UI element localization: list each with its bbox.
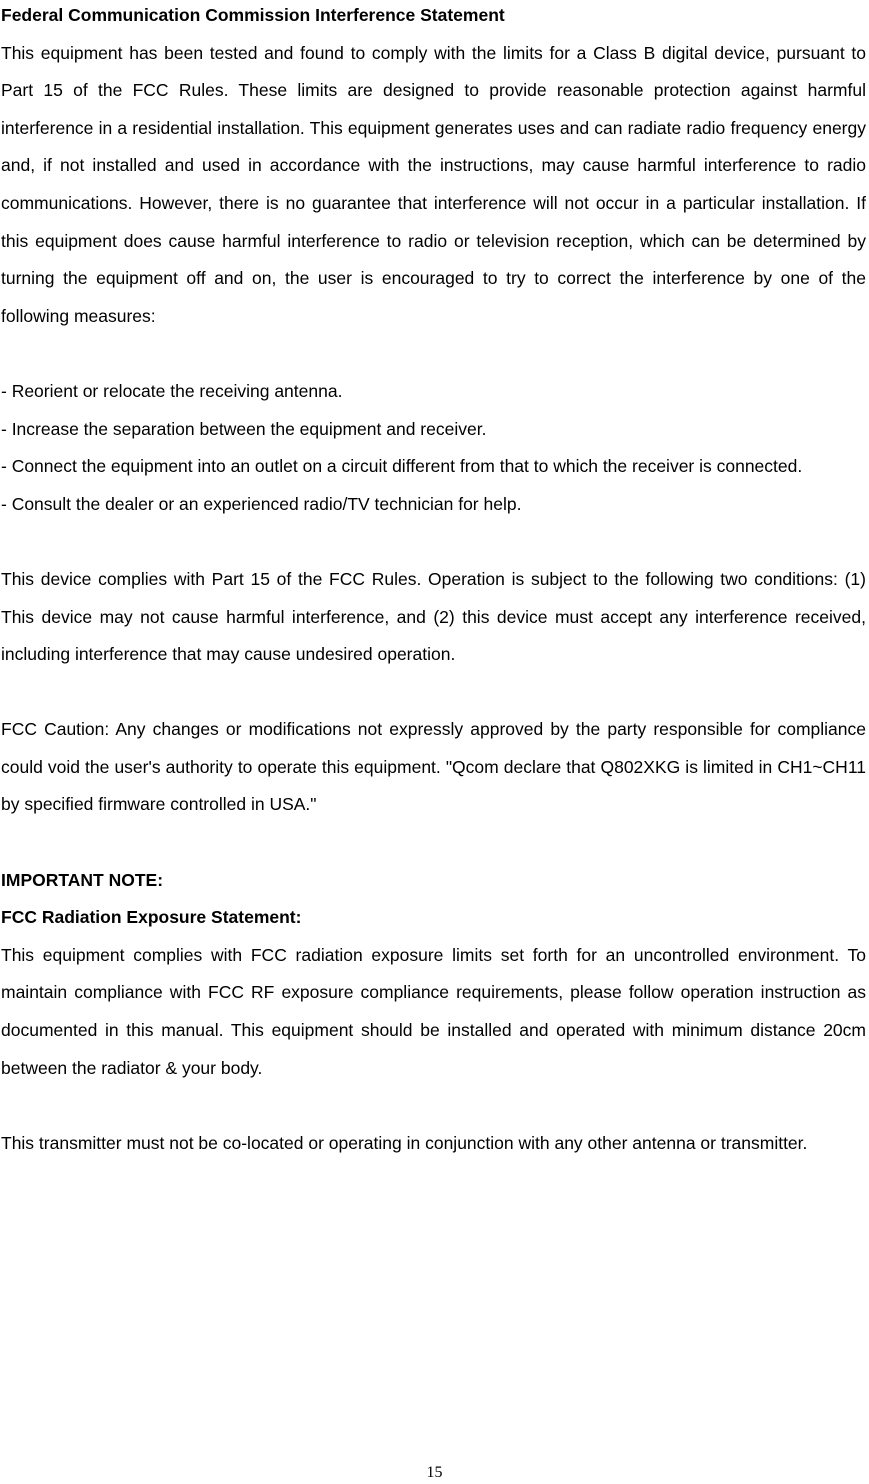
measure-item: - Reorient or relocate the receiving antenna. xyxy=(1,380,343,401)
document-body xyxy=(1,0,866,1162)
spacer xyxy=(1,523,866,561)
important-note-heading: IMPORTANT NOTE: xyxy=(1,869,164,890)
measure-item: - Consult the dealer or an experienced radio/TV technician for help. xyxy=(1,493,522,514)
part15-conditions-paragraph: This device complies with Part 15 of the FCC Rules. Operation is subject to the following two conditions: (1) This device may not cause harmful interference, and (2) this device must accept any interference received, including interference that may cause undesired operation. xyxy=(1,568,866,665)
fcc-caution-paragraph: FCC Caution: Any changes or modifications not expressly approved by the party responsible for compliance could void the user's authority to operate this equipment. "Qcom declare that Q802XKG is limited in CH1~CH11 by specified firmware controlled in USA." xyxy=(1,719,866,815)
spacer xyxy=(1,674,866,712)
colocation-paragraph: This transmitter must not be co-located or operating in conjunction with any other antenna or transmitter. xyxy=(1,1132,808,1153)
fcc-interference-heading: Federal Communication Commission Interference Statement xyxy=(1,5,505,25)
measure-item: - Increase the separation between the equipment and receiver. xyxy=(1,418,487,439)
spacer xyxy=(1,824,866,862)
spacer xyxy=(1,335,866,373)
radiation-exposure-paragraph: This equipment complies with FCC radiation exposure limits set forth for an uncontrolled environment. To maintain compliance with FCC RF exposure compliance requirements, please follow operation instruction as documented in this manual. This equipment should be installed and operated with minimum distance 20cm between the radiator & your body. xyxy=(1,944,866,1078)
radiation-exposure-heading: FCC Radiation Exposure Statement: xyxy=(1,907,302,928)
spacer xyxy=(1,1087,866,1125)
page-number: 15 xyxy=(426,1464,443,1481)
fcc-interference-intro: This equipment has been tested and found to comply with the limits for a Class B digital device, pursuant to Part 15 of the FCC Rules. These limits are designed to provide reasonable protection against harmful interference in a residential installation. This equipment generates uses and can radiate radio frequency energy and, if not installed and used in accordance with the instructions, may cause harmful interference to radio communications. However, there is no guarantee that interference will not occur in a particular installation. If this equipment does cause harmful interference to radio or television reception, which can be determined by turning the equipment off and on, the user is encouraged to try to correct the interference by one of the following measures: xyxy=(1,42,866,326)
measure-item: - Connect the equipment into an outlet on a circuit different from that to which the receiver is connected. xyxy=(1,456,803,477)
